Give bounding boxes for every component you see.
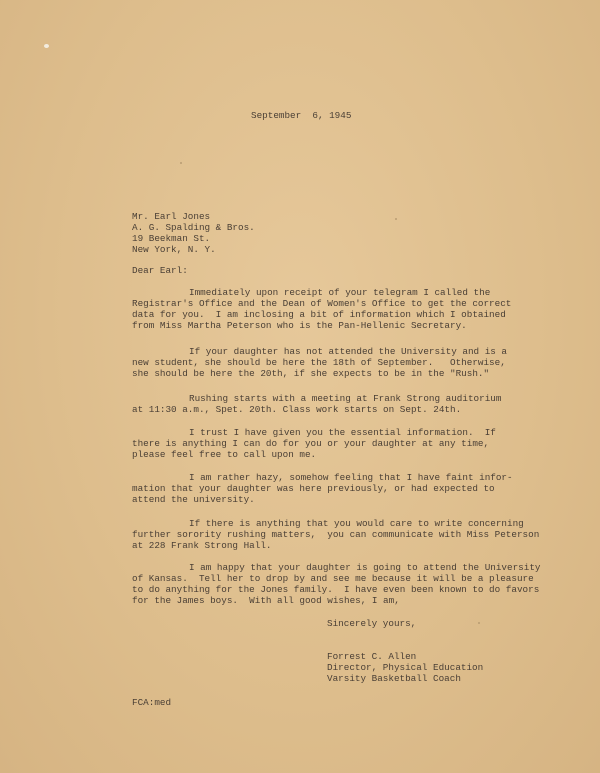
body-line: If there is anything that you would care to write concerning — [189, 518, 524, 529]
salutation: Dear Earl: — [132, 265, 188, 276]
paragraph — [132, 472, 513, 505]
paper-speck — [478, 622, 480, 624]
address-line: 19 Beekman St. — [132, 233, 211, 244]
paragraph — [132, 518, 539, 551]
signature-block — [327, 651, 483, 684]
body-line: to do anything for the Jones family. I have even been known to do favors — [132, 584, 540, 595]
body-line: of Kansas. Tell her to drop by and see me because it will be a pleasure — [132, 573, 534, 584]
body-line: attend the university. — [132, 494, 255, 505]
signer-title: Varsity Basketball Coach — [327, 673, 461, 684]
paragraph — [132, 287, 511, 331]
recipient-address — [132, 211, 255, 255]
body-line: Rushing starts with a meeting at Frank Strong auditorium — [189, 393, 502, 404]
body-line: I am rather hazy, somehow feeling that I have faint infor- — [189, 472, 513, 483]
paragraph — [132, 427, 496, 460]
paper-speck — [180, 162, 182, 164]
body-line: Immediately upon receipt of your telegram I called the — [189, 287, 491, 298]
body-line: from Miss Martha Peterson who is the Pan-Hellenic Secretary. — [132, 320, 467, 331]
paper-speck — [395, 218, 397, 220]
signer-title: Director, Physical Education — [327, 662, 484, 673]
paragraph — [132, 562, 540, 606]
body-line: new student, she should be here the 18th of September. Otherwise, — [132, 357, 506, 368]
body-line: data for you. I am inclosing a bit of information which I obtained — [132, 309, 506, 320]
body-line: there is anything I can do for you or your daughter at any time, — [132, 438, 490, 449]
reference-initials: FCA:med — [132, 697, 172, 708]
body-line: at 228 Frank Strong Hall. — [132, 540, 272, 551]
body-line: further sorority rushing matters, you can communicate with Miss Peterson — [132, 529, 540, 540]
body-line: she should be here the 20th, if she expects to be in the "Rush." — [132, 368, 490, 379]
body-line: at 11:30 a.m., Spet. 20th. Class work starts on Sept. 24th. — [132, 404, 462, 415]
paragraph — [132, 346, 507, 379]
signer-name: Forrest C. Allen — [327, 651, 417, 662]
body-line: If your daughter has not attended the University and is a — [189, 346, 508, 357]
paper-mark — [44, 44, 49, 48]
body-line: Registrar's Office and the Dean of Women's Office to get the correct — [132, 298, 512, 309]
address-line: Mr. Earl Jones — [132, 211, 211, 222]
body-line: I am happy that your daughter is going to attend the University — [189, 562, 541, 573]
body-line: mation that your daughter was here previously, or had expected to — [132, 483, 495, 494]
paragraph — [132, 393, 501, 415]
closing: Sincerely yours, — [327, 618, 417, 629]
body-line: please feel free to call upon me. — [132, 449, 317, 460]
body-line: I trust I have given you the essential information. If — [189, 427, 496, 438]
letter-date: September 6, 1945 — [251, 110, 352, 121]
address-line: A. G. Spalding & Bros. — [132, 222, 255, 233]
body-line: for the James boys. With all good wishes, I am, — [132, 595, 400, 606]
address-line: New York, N. Y. — [132, 244, 216, 255]
